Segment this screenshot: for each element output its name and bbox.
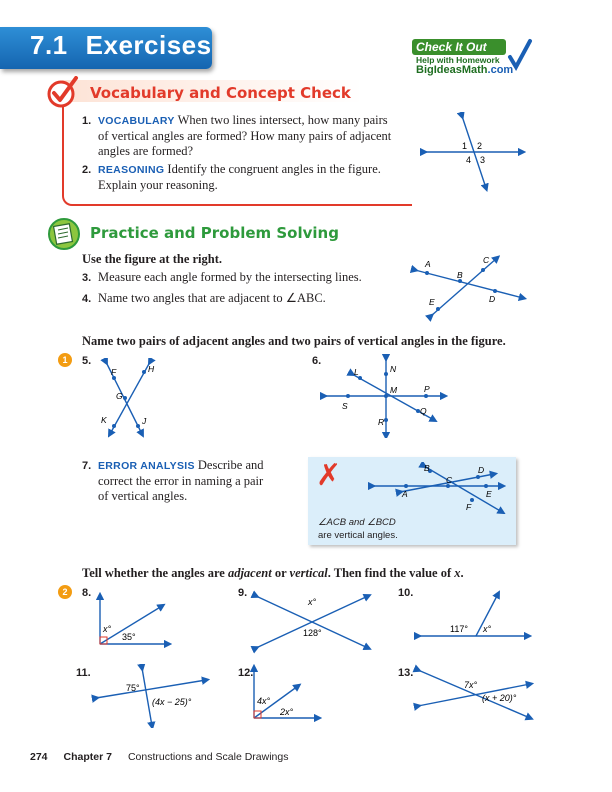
ex12-number: 12. <box>238 667 254 679</box>
ex4-text: Name two angles that are adjacent to ∠ABC. <box>98 291 326 305</box>
ex7-line3: of vertical angles. <box>98 489 188 503</box>
ex2-line1: Identify the congruent angles in the figure. <box>167 162 381 176</box>
ex6-label-n: N <box>390 364 397 374</box>
ex1-line1: When two lines intersect, how many pairs <box>177 113 388 127</box>
ex11-label-75: 75° <box>126 683 140 693</box>
ex5-label-j: J <box>142 416 147 426</box>
ex1-number: 1. <box>82 115 92 127</box>
ex2-number: 2. <box>82 164 92 176</box>
ex7-keyword: ERROR ANALYSIS <box>98 460 195 472</box>
ex7-text <box>98 458 298 504</box>
ex6-label-r: R <box>378 417 385 427</box>
tell-part-7: . <box>460 566 464 580</box>
ex5-label-h: H <box>148 364 155 374</box>
vocab-title: Vocabulary and Concept Check <box>90 84 351 102</box>
tell-part-6: x <box>454 566 461 580</box>
ex1-keyword: VOCABULARY <box>98 115 175 127</box>
vocab-figure <box>418 112 528 192</box>
ex4-number: 4. <box>82 293 92 305</box>
ex2-keyword: REASONING <box>98 164 165 176</box>
example-badge-1-label: 1 <box>62 355 68 365</box>
ex2-text <box>98 162 408 193</box>
section-number: 7.1 <box>30 30 68 60</box>
ex10-figure <box>412 590 532 646</box>
vocab-fig-label-3: 3 <box>480 155 486 165</box>
worksheet-icon <box>46 217 82 256</box>
ex7-label-d: D <box>478 465 485 475</box>
ex6-number: 6. <box>312 355 322 367</box>
ex5-label-g: G <box>116 391 123 401</box>
ex8-figure <box>92 592 172 654</box>
ex6-label-l: L <box>354 367 359 377</box>
vocab-fig-label-4: 4 <box>466 155 472 165</box>
check-it-out-logo[interactable] <box>410 37 534 79</box>
ex1-text <box>98 113 408 159</box>
ex9-label-128: 128° <box>303 628 322 638</box>
ex7-student-work-line2: are vertical angles. <box>318 530 398 541</box>
vocab-fig-label-2: 2 <box>477 141 483 151</box>
checkmark-icon <box>46 76 80 113</box>
ex9-label-x: x° <box>308 597 317 607</box>
practice-intro: Use the figure at the right. <box>82 252 223 266</box>
ex1-line2: of vertical angles are formed? How many pairs of adjacent <box>98 129 392 143</box>
check-it-out-line2: Help with Homework <box>416 55 500 65</box>
ex7-line2: correct the error in naming a pair <box>98 474 264 488</box>
section-header-title <box>30 30 230 61</box>
ex11-figure <box>90 664 210 728</box>
ex2-line2: Explain your reasoning. <box>98 178 218 192</box>
ex7-label-e: E <box>486 489 492 499</box>
check-it-out-line3 <box>416 64 513 76</box>
vocab-fig-label-1: 1 <box>462 141 468 151</box>
ex8-label-35: 35° <box>122 632 136 642</box>
ex6-label-s: S <box>342 401 348 411</box>
footer-chapter: Chapter 7 <box>63 751 112 763</box>
tell-whether-instruction <box>82 566 464 581</box>
adjacent-vertical-instruction: Name two pairs of adjacent angles and two pairs of vertical angles in the figure. <box>82 334 506 348</box>
check-it-out-site: BigIdeasMath <box>416 64 488 76</box>
ex10-label-x: x° <box>483 624 492 634</box>
ex5-label-f: F <box>111 367 117 377</box>
practice-title: Practice and Problem Solving <box>90 224 339 242</box>
tell-part-2: adjacent <box>227 566 272 580</box>
ex3-number: 3. <box>82 272 92 284</box>
ex7-label-b: B <box>424 463 430 473</box>
practice-fig-label-c: C <box>483 255 490 265</box>
ex1-line3: angles are formed? <box>98 144 194 158</box>
practice-fig-label-a: A <box>425 259 431 269</box>
ex13-number: 13. <box>398 667 414 679</box>
ex9-figure <box>250 590 374 654</box>
check-it-out-suffix: .com <box>487 64 514 76</box>
ex5-number: 5. <box>82 355 92 367</box>
ex8-label-x: x° <box>103 624 112 634</box>
ex6-label-p: P <box>424 384 430 394</box>
example-badge-2 <box>58 585 72 599</box>
page-footer <box>30 751 288 763</box>
ex6-label-q: Q <box>420 406 427 416</box>
ex7-label-a: A <box>402 489 408 499</box>
error-x-mark: ✗ <box>316 458 342 493</box>
practice-fig-label-e: E <box>429 297 435 307</box>
tell-part-4: vertical <box>289 566 328 580</box>
ex5-label-k: K <box>101 415 107 425</box>
ex7-label-f: F <box>466 502 472 512</box>
ex13-label-7x: 7x° <box>464 680 478 690</box>
tell-part-5: . Then find the value of <box>327 566 455 580</box>
footer-chapter-title: Constructions and Scale Drawings <box>127 751 289 763</box>
practice-fig-label-b: B <box>457 270 463 280</box>
ex5-figure <box>92 358 172 438</box>
practice-figure <box>405 252 530 322</box>
check-it-out-line1: Check It Out <box>416 40 487 54</box>
practice-fig-label-d: D <box>489 294 496 304</box>
ex13-figure <box>412 664 536 724</box>
ex7-student-work <box>318 516 398 542</box>
ex9-number: 9. <box>238 587 248 599</box>
ex7-label-c: C <box>446 475 453 485</box>
page-number: 274 <box>30 751 48 763</box>
ex12-figure <box>246 664 322 728</box>
ex6-label-m: M <box>390 385 398 395</box>
ex10-number: 10. <box>398 587 414 599</box>
ex8-number: 8. <box>82 587 92 599</box>
tell-part-3: or <box>271 566 290 580</box>
ex12-label-4x: 4x° <box>257 696 271 706</box>
ex7-student-work-line1: ∠ACB and ∠BCD <box>318 517 396 528</box>
ex7-figure <box>368 462 508 514</box>
ex13-label-expr: (x + 20)° <box>482 693 517 703</box>
tell-part-1: Tell whether the angles are <box>82 566 228 580</box>
ex7-number: 7. <box>82 460 92 472</box>
example-badge-1 <box>58 353 72 367</box>
example-badge-2-label: 2 <box>62 587 68 597</box>
section-title: Exercises <box>85 30 212 60</box>
ex12-label-2x: 2x° <box>280 707 294 717</box>
ex7-line1: Describe and <box>197 458 264 472</box>
ex6-figure <box>318 354 448 438</box>
ex10-label-117: 117° <box>450 624 468 634</box>
ex3-text: Measure each angle formed by the intersecting lines. <box>98 270 362 284</box>
ex11-number: 11. <box>76 667 91 679</box>
ex11-label-expr: (4x − 25)° <box>152 697 192 707</box>
